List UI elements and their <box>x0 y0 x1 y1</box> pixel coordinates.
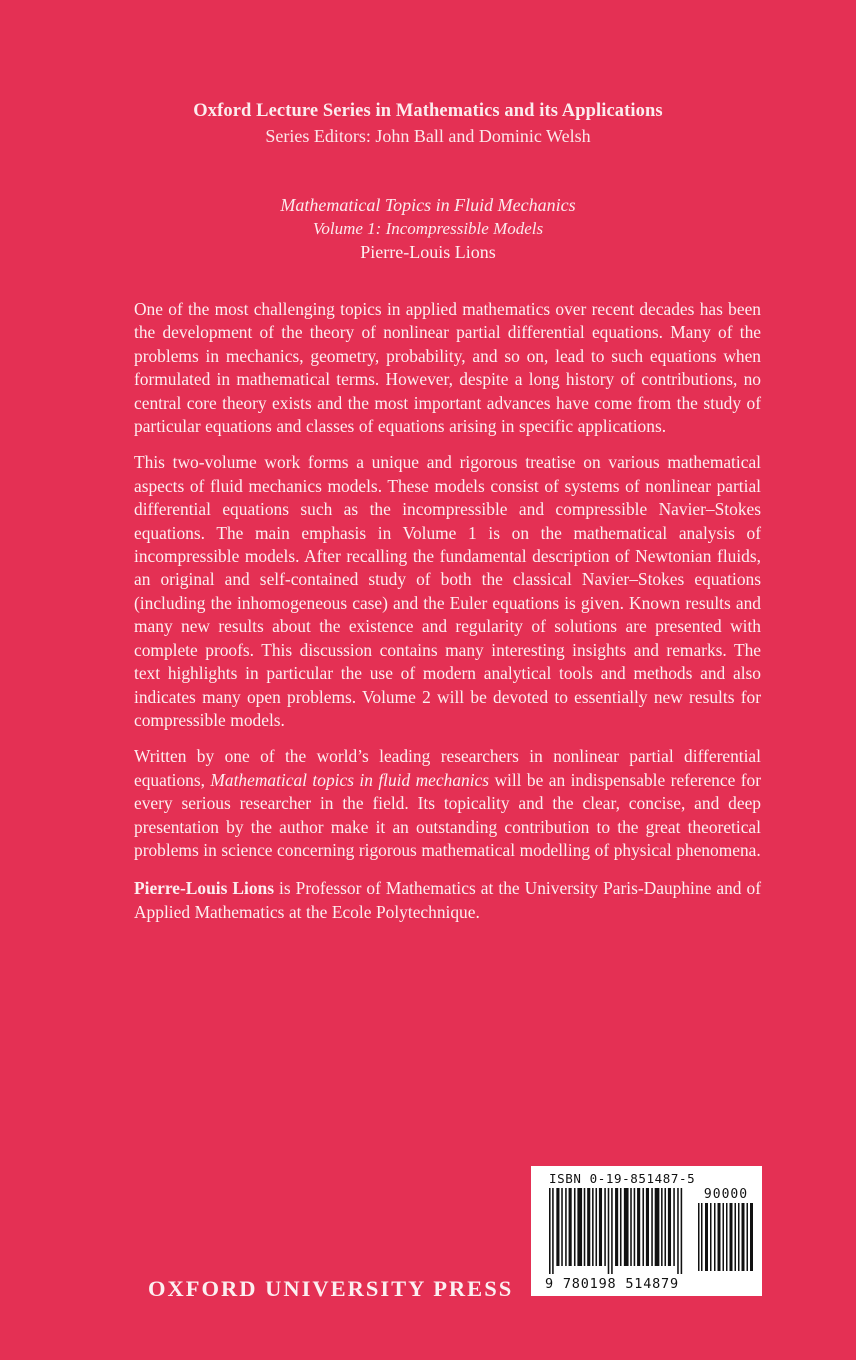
barcode-ean-digits: 9 780198 514879 <box>545 1276 679 1292</box>
ean5-addon-bars-icon <box>698 1203 754 1271</box>
isbn-barcode <box>531 1166 762 1296</box>
blurb-paragraph-3-booktitle: Mathematical topics in fluid mechanics <box>210 769 490 790</box>
author-note-rest: is Professor of Mathematics at the University Paris-Dauphine and of Applied Mathematics at the Ecole Polytechnique. <box>134 878 761 922</box>
barcode-bars-row <box>539 1186 754 1277</box>
blurb-paragraph-3-lead: Written by one of the world’s leading researchers in nonlinear partial differential equations, <box>134 746 761 790</box>
blurb-author-note <box>134 877 761 924</box>
book-volume: Volume 1: Incompressible Models <box>312 219 544 238</box>
author-note-name: Pierre-Louis Lions <box>134 878 274 899</box>
blurb-paragraph-1: One of the most challenging topics in applied mathematics over recent decades has been the development of the theory of nonlinear partial differential equations. Many of the problems in mechanics, geometry, probability, and so on, lead to such equations when formulated in mathematical terms. However, despite a long history of contributions, no central core theory exists and the most important advances have come from the study of particular equations and classes of equations arising in specific applications. <box>134 299 761 437</box>
barcode-addon <box>698 1188 754 1271</box>
barcode-addon-digits: 90000 <box>703 1187 749 1202</box>
series-editors: Series Editors: John Ball and Dominic Welsh <box>265 126 591 146</box>
series-title: Oxford Lecture Series in Mathematics and its Applications <box>193 101 663 121</box>
book-title: Mathematical Topics in Fluid Mechanics <box>280 195 576 215</box>
blurb-paragraph-3 <box>134 745 761 862</box>
publisher-name: OXFORD UNIVERSITY PRESS <box>148 1276 514 1301</box>
blurb-paragraph-3-tail: will be an indispensable reference for every serious researcher in the field. Its topicality and the clear, concise, and deep presentation by the author make it an outstanding contribution to the great theoretical problems in science concerning rigorous mathematical modelling of physical phenomena. <box>134 769 762 860</box>
blurb-paragraph-2: This two-volume work forms a unique and rigorous treatise on various mathematical aspects of fluid mechanics models. These models consist of systems of nonlinear partial differential equations such as the incompressible and compressible Navier–Stokes equations. The main emphasis in Volume 1 is on the mathematical analysis of incompressible models. After recalling the fundamental description of Newtonian fluids, an original and self-contained study of both the classical Navier–Stokes equations (including the inhomogeneous case) and the Euler equations is given. Known results and many new results about the existence and regularity of solutions are presented with complete proofs. This discussion contains many interesting insights and remarks. The text highlights in particular the use of modern analytical tools and methods and also indicates many open problems. Volume 2 will be devoted to essentially new results for compressible models. <box>134 452 761 730</box>
book-author: Pierre-Louis Lions <box>360 242 496 262</box>
back-cover-blurb <box>134 298 761 924</box>
series-header <box>0 99 856 148</box>
book-title-block <box>0 194 856 264</box>
ean13-bars-icon <box>549 1188 686 1274</box>
barcode-isbn-text: ISBN 0-19-851487-5 <box>549 1171 696 1186</box>
